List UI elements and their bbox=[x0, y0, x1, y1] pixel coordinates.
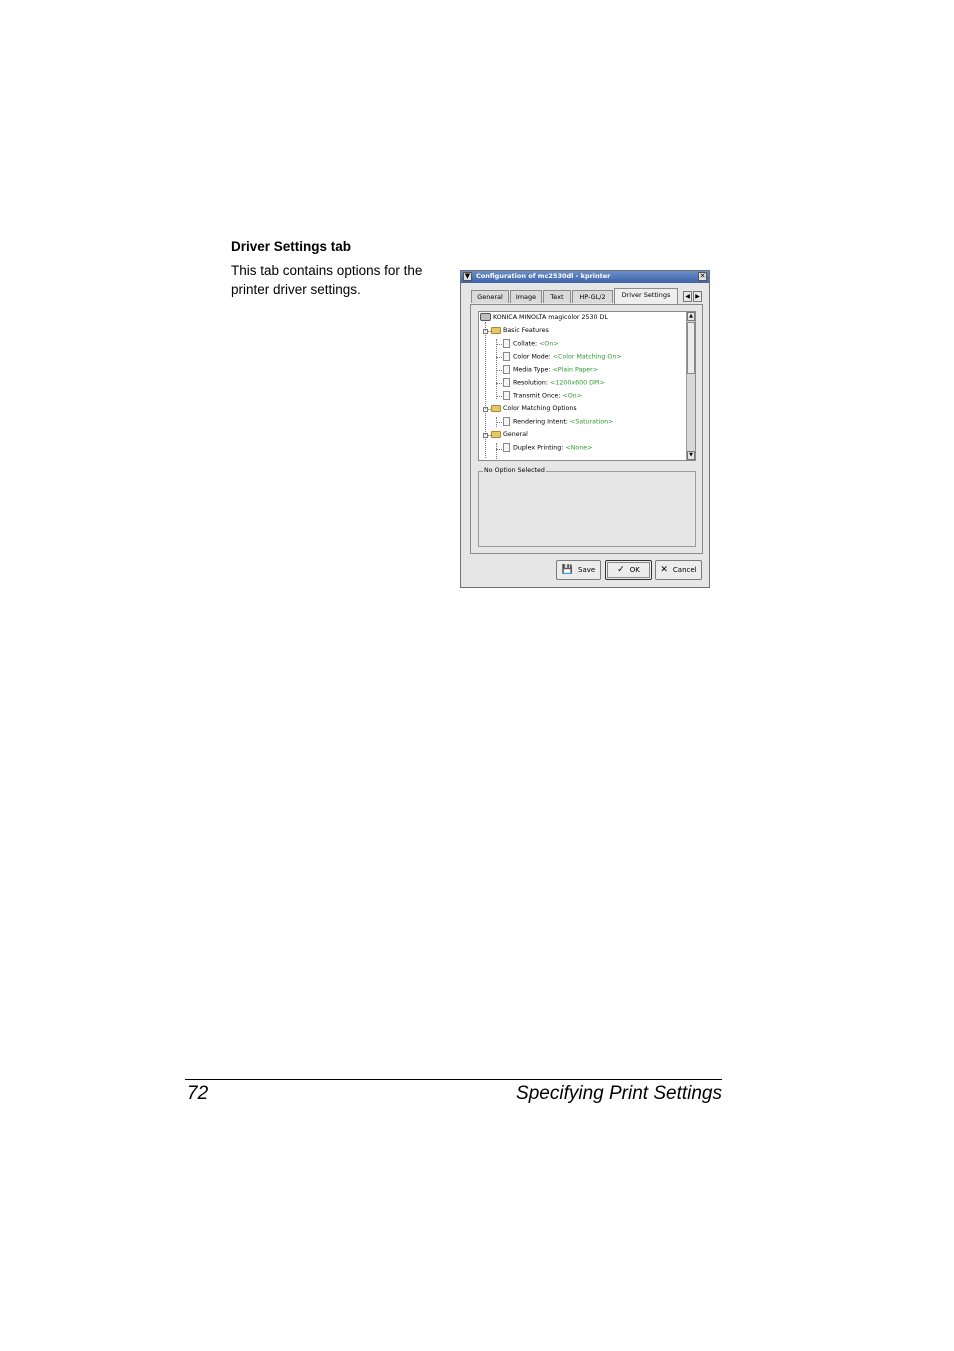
option-group-label: No Option Selected bbox=[484, 467, 545, 474]
checkmark-icon: ✓ bbox=[617, 565, 625, 575]
option-groupbox bbox=[478, 467, 696, 547]
document-icon bbox=[503, 443, 510, 452]
tab-scroll-right-icon[interactable]: ▶ bbox=[693, 291, 702, 302]
collapse-basic-features-icon[interactable]: - bbox=[484, 328, 487, 334]
tab-hpgl2[interactable]: HP-GL/2 bbox=[572, 290, 613, 303]
floppy-save-icon: 💾 bbox=[561, 565, 574, 575]
tree-item-rendering-intent[interactable]: Rendering Intent: <Saturation> bbox=[503, 417, 613, 427]
section-heading: Driver Settings tab bbox=[231, 239, 352, 254]
document-icon bbox=[503, 378, 510, 387]
scroll-down-icon[interactable]: ▼ bbox=[687, 451, 695, 460]
save-button[interactable]: 💾 Save bbox=[556, 560, 601, 580]
tree-scrollbar[interactable] bbox=[686, 312, 695, 460]
folder-icon bbox=[491, 431, 501, 438]
tree-group-basic-features[interactable]: Basic Features bbox=[491, 326, 549, 336]
scroll-up-icon[interactable]: ▲ bbox=[687, 312, 695, 321]
scrollbar-thumb[interactable] bbox=[687, 322, 695, 374]
section-description: This tab contains options for the printer driver settings. bbox=[231, 263, 423, 297]
tree-item-media-type[interactable]: Media Type: <Plain Paper> bbox=[503, 365, 598, 375]
folder-icon bbox=[491, 327, 501, 334]
tree-item-transmit-once[interactable]: Transmit Once: <On> bbox=[503, 391, 582, 401]
tab-driver-settings[interactable]: Driver Settings bbox=[614, 288, 678, 304]
collapse-general-icon[interactable]: - bbox=[484, 432, 487, 438]
folder-icon bbox=[491, 405, 501, 412]
footer-rule bbox=[185, 1079, 722, 1080]
driver-options-tree[interactable] bbox=[478, 311, 696, 461]
ok-button[interactable]: ✓ OK bbox=[605, 560, 652, 580]
tree-item-collate[interactable]: Collate: <On> bbox=[503, 339, 559, 349]
tree-group-general[interactable]: General bbox=[491, 430, 528, 440]
printer-icon bbox=[480, 313, 491, 321]
footer-title: Specifying Print Settings bbox=[516, 1083, 722, 1104]
tab-scroll-left-icon[interactable]: ◀ bbox=[683, 291, 692, 302]
window-menu-icon[interactable]: ▼ bbox=[464, 272, 471, 280]
tree-item-color-mode[interactable]: Color Mode: <Color Matching On> bbox=[503, 352, 622, 362]
cancel-button[interactable]: ✕ Cancel bbox=[655, 560, 702, 580]
close-icon[interactable]: ✕ bbox=[699, 272, 706, 280]
tab-text[interactable]: Text bbox=[543, 290, 571, 303]
kprinter-configuration-dialog bbox=[460, 270, 710, 588]
tree-item-resolution[interactable]: Resolution: <1200x600 DPI> bbox=[503, 378, 605, 388]
collapse-color-matching-icon[interactable]: - bbox=[484, 406, 487, 412]
document-icon bbox=[503, 391, 510, 400]
tab-general[interactable]: General bbox=[471, 290, 509, 303]
tree-group-color-matching-options[interactable]: Color Matching Options bbox=[491, 404, 577, 414]
cancel-x-icon: ✕ bbox=[660, 565, 668, 575]
driver-settings-pane bbox=[470, 304, 703, 554]
tree-root[interactable]: KONICA MINOLTA magicolor 2530 DL bbox=[480, 313, 608, 323]
document-icon bbox=[503, 352, 510, 361]
dialog-title: Configuration of mc2530dl - kprinter bbox=[476, 272, 611, 280]
page-number: 72 bbox=[187, 1083, 209, 1104]
dialog-titlebar[interactable] bbox=[461, 271, 709, 283]
document-icon bbox=[503, 417, 510, 426]
tab-image[interactable]: Image bbox=[510, 290, 542, 303]
document-icon bbox=[503, 339, 510, 348]
tree-item-duplex-printing[interactable]: Duplex Printing: <None> bbox=[503, 443, 592, 453]
document-icon bbox=[503, 365, 510, 374]
